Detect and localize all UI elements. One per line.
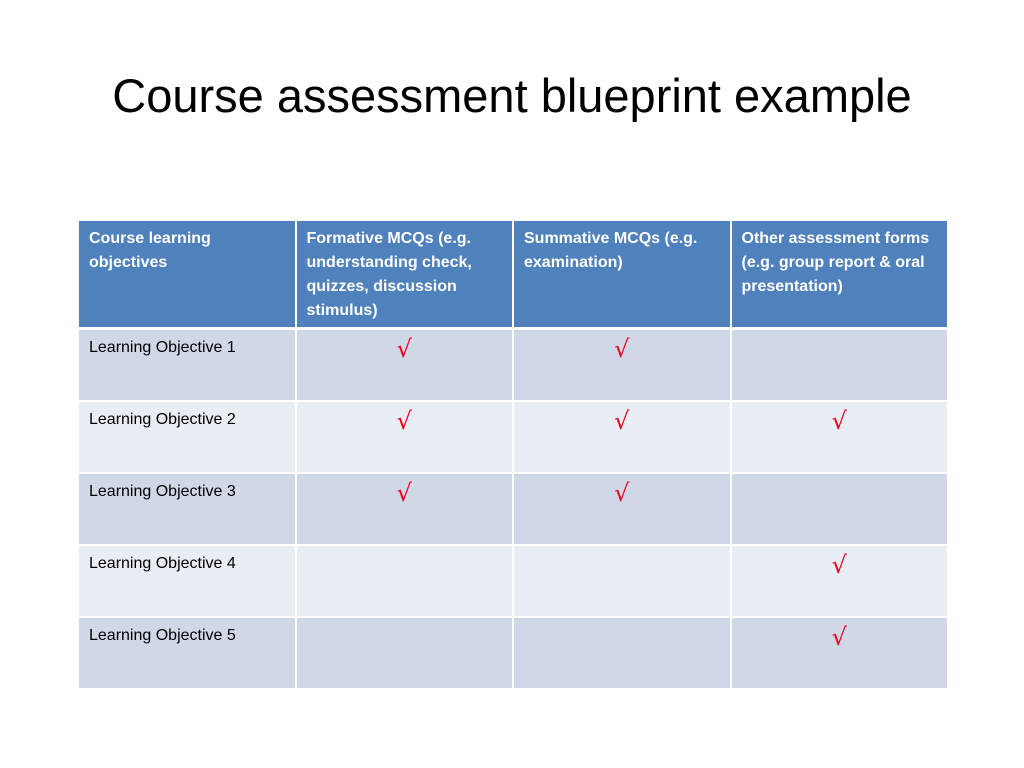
checkmark-icon: √ bbox=[396, 478, 412, 507]
row-label: Learning Objective 5 bbox=[78, 617, 296, 689]
checkmark-icon: √ bbox=[614, 478, 630, 507]
table-row bbox=[78, 545, 948, 617]
summative-mark-cell bbox=[513, 473, 731, 545]
header-summative-mcqs: Summative MCQs (e.g. examination) bbox=[513, 221, 731, 329]
other-mark-cell bbox=[731, 473, 949, 545]
formative-mark-cell bbox=[296, 545, 514, 617]
checkmark-icon: √ bbox=[831, 622, 847, 651]
checkmark-icon: √ bbox=[396, 335, 412, 363]
slide-title: Course assessment blueprint example bbox=[112, 69, 912, 122]
header-course-learning-objectives: Course learning objectives bbox=[78, 221, 296, 329]
assessment-blueprint-table bbox=[77, 221, 949, 690]
header-other-assessment-forms: Other assessment forms (e.g. group report & oral presentation) bbox=[731, 221, 949, 329]
other-mark-cell bbox=[731, 545, 949, 617]
table-header-row bbox=[78, 221, 948, 329]
checkmark-icon: √ bbox=[396, 406, 412, 435]
row-label: Learning Objective 2 bbox=[78, 401, 296, 473]
table-row bbox=[78, 401, 948, 473]
formative-mark-cell bbox=[296, 617, 514, 689]
checkmark-icon: √ bbox=[614, 335, 630, 363]
summative-mark-cell bbox=[513, 545, 731, 617]
formative-mark-cell bbox=[296, 329, 514, 401]
row-label: Learning Objective 3 bbox=[78, 473, 296, 545]
checkmark-icon: √ bbox=[831, 550, 847, 579]
checkmark-icon: √ bbox=[831, 406, 847, 435]
table-row bbox=[78, 473, 948, 545]
table-row bbox=[78, 617, 948, 689]
summative-mark-cell bbox=[513, 329, 731, 401]
row-label: Learning Objective 4 bbox=[78, 545, 296, 617]
formative-mark-cell bbox=[296, 473, 514, 545]
other-mark-cell bbox=[731, 329, 949, 401]
summative-mark-cell bbox=[513, 401, 731, 473]
table-row bbox=[78, 329, 948, 401]
row-label: Learning Objective 1 bbox=[78, 329, 296, 401]
header-formative-mcqs: Formative MCQs (e.g. understanding check, quizzes, discussion stimulus) bbox=[296, 221, 514, 329]
other-mark-cell bbox=[731, 617, 949, 689]
checkmark-icon: √ bbox=[614, 406, 630, 435]
other-mark-cell bbox=[731, 401, 949, 473]
summative-mark-cell bbox=[513, 617, 731, 689]
formative-mark-cell bbox=[296, 401, 514, 473]
